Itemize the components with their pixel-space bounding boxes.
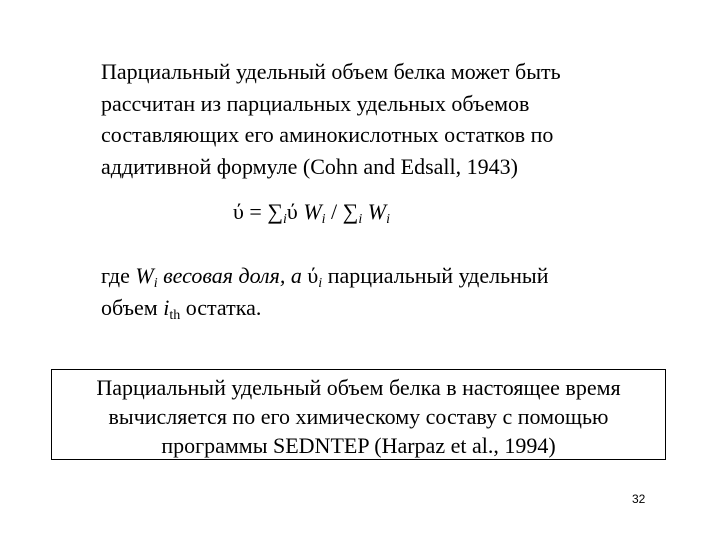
highlight-line: вычисляется по его химическому составу с помощью bbox=[108, 404, 609, 429]
formula-sum: ∑ bbox=[342, 199, 359, 224]
intro-line: аддитивной формуле (Cohn and Edsall, 1943) bbox=[101, 153, 518, 179]
formula-index: i bbox=[321, 212, 326, 227]
intro-line: Парциальный удельный объем белка может быть bbox=[101, 59, 561, 84]
formula-index: i bbox=[386, 212, 390, 227]
page-number: 32 bbox=[632, 492, 646, 506]
weight-index: i bbox=[153, 276, 158, 291]
where-word: где bbox=[101, 263, 136, 288]
formula-index: i bbox=[283, 212, 287, 227]
intro-line: рассчитан из парциальных удельных объемов bbox=[101, 90, 530, 116]
partial-volume-formula bbox=[233, 197, 390, 227]
weight-description: весовая доля, а bbox=[157, 263, 308, 288]
volume-description: парциальный удельный bbox=[322, 263, 549, 288]
highlight-line: Парциальный удельный объем белка в настоящее время bbox=[96, 375, 621, 400]
definition-paragraph bbox=[101, 260, 681, 323]
volume-index: i bbox=[318, 276, 323, 291]
intro-paragraph bbox=[101, 56, 661, 182]
highlight-line: программы SEDNTEP (Harpaz et al., 1994) bbox=[161, 433, 556, 458]
formula-v: ύ bbox=[286, 199, 298, 224]
ith-subscript: th bbox=[169, 307, 181, 323]
formula-index: i bbox=[358, 212, 363, 227]
formula-equals: = bbox=[243, 199, 268, 224]
volume-symbol: ύ bbox=[307, 263, 319, 288]
weight-symbol: W bbox=[135, 263, 154, 288]
ith-symbol: i bbox=[163, 294, 170, 320]
formula-weight: W bbox=[297, 199, 322, 224]
formula-lhs: ύ bbox=[233, 199, 244, 224]
intro-line: составляющих его аминокислотных остатков по bbox=[101, 122, 554, 147]
formula-slash: / bbox=[325, 199, 343, 224]
definition-line bbox=[101, 292, 681, 324]
residue-word: остатка. bbox=[180, 294, 262, 320]
definition-line bbox=[101, 260, 681, 292]
formula-weight: W bbox=[362, 199, 387, 224]
volume-word: объем bbox=[101, 294, 164, 320]
formula-sum: ∑ bbox=[267, 199, 284, 224]
highlight-box bbox=[51, 369, 666, 460]
